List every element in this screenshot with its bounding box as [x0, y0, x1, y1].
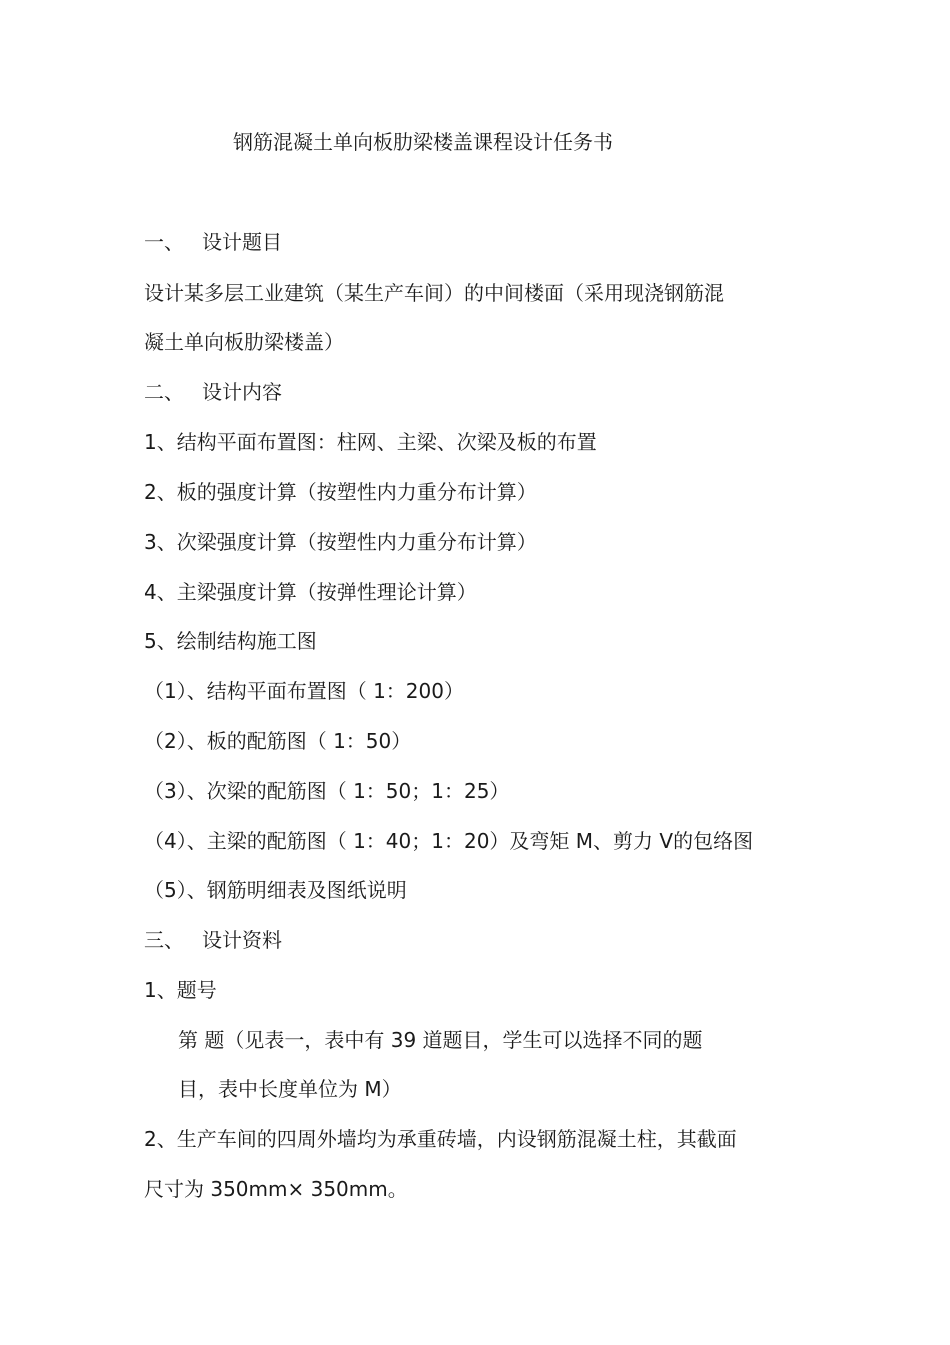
section-number: 二、 [144, 380, 184, 404]
sub-list-item: （1）、结构平面布置图（ 1：200） [144, 679, 464, 703]
section-label: 设计题目 [202, 230, 282, 254]
sub-list-item: （4）、主梁的配筋图（ 1：40；1：20）及弯矩 M、剪力 V的包络图 [144, 829, 754, 853]
paragraph-line: 尺寸为 350mm× 350mm。 [144, 1177, 408, 1201]
list-item: 2、生产车间的四周外墙均为承重砖墙，内设钢筋混凝土柱，其截面 [144, 1127, 737, 1151]
section-number: 一、 [144, 230, 184, 254]
list-item: 5、绘制结构施工图 [144, 629, 317, 653]
paragraph-line: 第 题（见表一，表中有 39 道题目，学生可以选择不同的题 [178, 1028, 703, 1052]
section-heading-2 [144, 380, 282, 404]
list-item: 2、板的强度计算（按塑性内力重分布计算） [144, 480, 537, 504]
sub-list-item: （3）、次梁的配筋图（ 1：50；1：25） [144, 779, 510, 803]
section-number: 三、 [144, 928, 184, 952]
sub-list-item: （2）、板的配筋图（ 1：50） [144, 729, 412, 753]
paragraph-line: 目，表中长度单位为 M） [178, 1077, 402, 1101]
section-heading-3 [144, 928, 282, 952]
section-label: 设计内容 [202, 380, 282, 404]
section-heading-1 [144, 230, 282, 254]
section-label: 设计资料 [202, 928, 282, 952]
list-item: 1、题号 [144, 978, 217, 1002]
document-title: 钢筋混凝土单向板肋梁楼盖课程设计任务书 [233, 130, 613, 154]
list-item: 3、次梁强度计算（按塑性内力重分布计算） [144, 530, 537, 554]
list-item: 1、结构平面布置图：柱网、主梁、次梁及板的布置 [144, 430, 597, 454]
sub-list-item: （5）、钢筋明细表及图纸说明 [144, 878, 407, 902]
list-item: 4、主梁强度计算（按弹性理论计算） [144, 580, 477, 604]
paragraph-line: 设计某多层工业建筑（某生产车间）的中间楼面（采用现浇钢筋混 [144, 281, 724, 305]
paragraph-line: 凝土单向板肋梁楼盖） [144, 330, 344, 354]
